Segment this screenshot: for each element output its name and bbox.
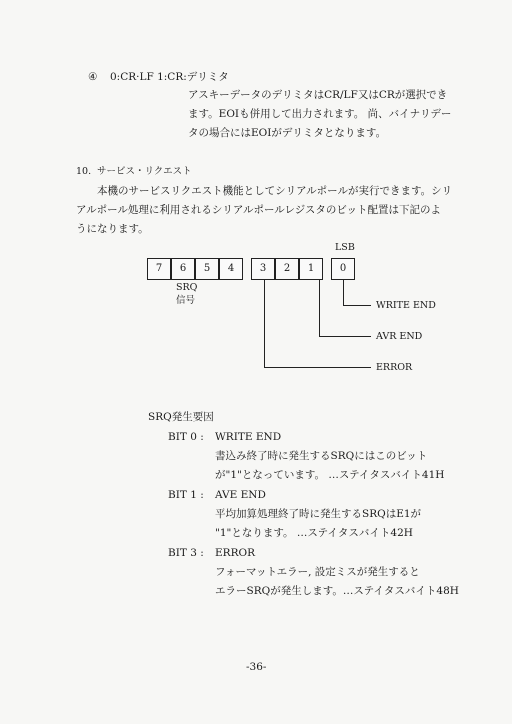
- bit-desc-line: 書込み終了時に発生するSRQにはこのビット: [215, 450, 428, 462]
- bit-label: BIT 1 :: [168, 489, 204, 501]
- bit-label: BIT 3 :: [168, 547, 204, 559]
- bit-name: WRITE END: [215, 431, 282, 443]
- register-bit-cell: 5: [195, 258, 219, 280]
- leader-line: [319, 336, 371, 337]
- lsb-label: LSB: [335, 242, 355, 253]
- bit-desc-line: エラーSRQが発生します。…ステイタスバイト48H: [215, 585, 459, 597]
- register-bit-cell: 1: [299, 258, 323, 280]
- bit-desc-line: が"1"となっています。 …ステイタスバイト41H: [215, 469, 445, 481]
- register-bit-cell: 0: [331, 258, 355, 280]
- leader-line: [319, 280, 320, 337]
- callout-label: WRITE END: [376, 300, 436, 311]
- section-body-line: アルポール処理に利用されるシリアルポールレジスタのビット配置は下記のよ: [76, 204, 441, 216]
- section-body-line: 本機のサービスリクエスト機能としてシリアルポールが実行できます。シリ: [97, 185, 453, 197]
- leader-line: [343, 280, 344, 306]
- register-bit-cell: 6: [171, 258, 195, 280]
- item-marker: ④: [88, 71, 98, 83]
- leader-line: [343, 305, 371, 306]
- bit-name: ERROR: [215, 547, 255, 559]
- bit-name: AVE END: [215, 489, 266, 501]
- register-bit-cell: 7: [147, 258, 171, 280]
- bit-desc-line: "1"となります。 …ステイタスバイト42H: [215, 527, 413, 539]
- register-bit-cell: 3: [251, 258, 275, 280]
- srq-label: 信号: [176, 295, 196, 306]
- register-bit-cell: 4: [219, 258, 243, 280]
- srq-causes-heading: SRQ発生要因: [148, 411, 214, 423]
- callout-label: AVR END: [376, 331, 423, 342]
- section-number: 10.: [76, 166, 92, 177]
- section-body-line: うになります。: [76, 223, 149, 235]
- item-heading: 0:CR·LF 1:CR:デリミタ: [110, 71, 229, 83]
- section-title: サービス・リクエスト: [97, 166, 192, 177]
- page-number: -36-: [246, 661, 267, 673]
- bit-desc-line: 平均加算処理終了時に発生するSRQはE1が: [215, 508, 422, 520]
- item-body-line: ます。EOIも併用して出力されます。 尚、バイナリデー: [188, 108, 452, 120]
- item-body-line: タの場合にはEOIがデリミタとなります。: [188, 127, 387, 139]
- item-body-line: アスキーデータのデリミタはCR/LF又はCRが選択でき: [188, 89, 448, 101]
- leader-line: [264, 280, 265, 368]
- leader-line: [264, 367, 371, 368]
- bit-label: BIT 0 :: [168, 431, 204, 443]
- callout-label: ERROR: [376, 362, 413, 373]
- bit-desc-line: フォーマットエラー, 設定ミスが発生すると: [215, 566, 420, 578]
- srq-label: SRQ: [176, 282, 198, 293]
- register-bit-cell: 2: [275, 258, 299, 280]
